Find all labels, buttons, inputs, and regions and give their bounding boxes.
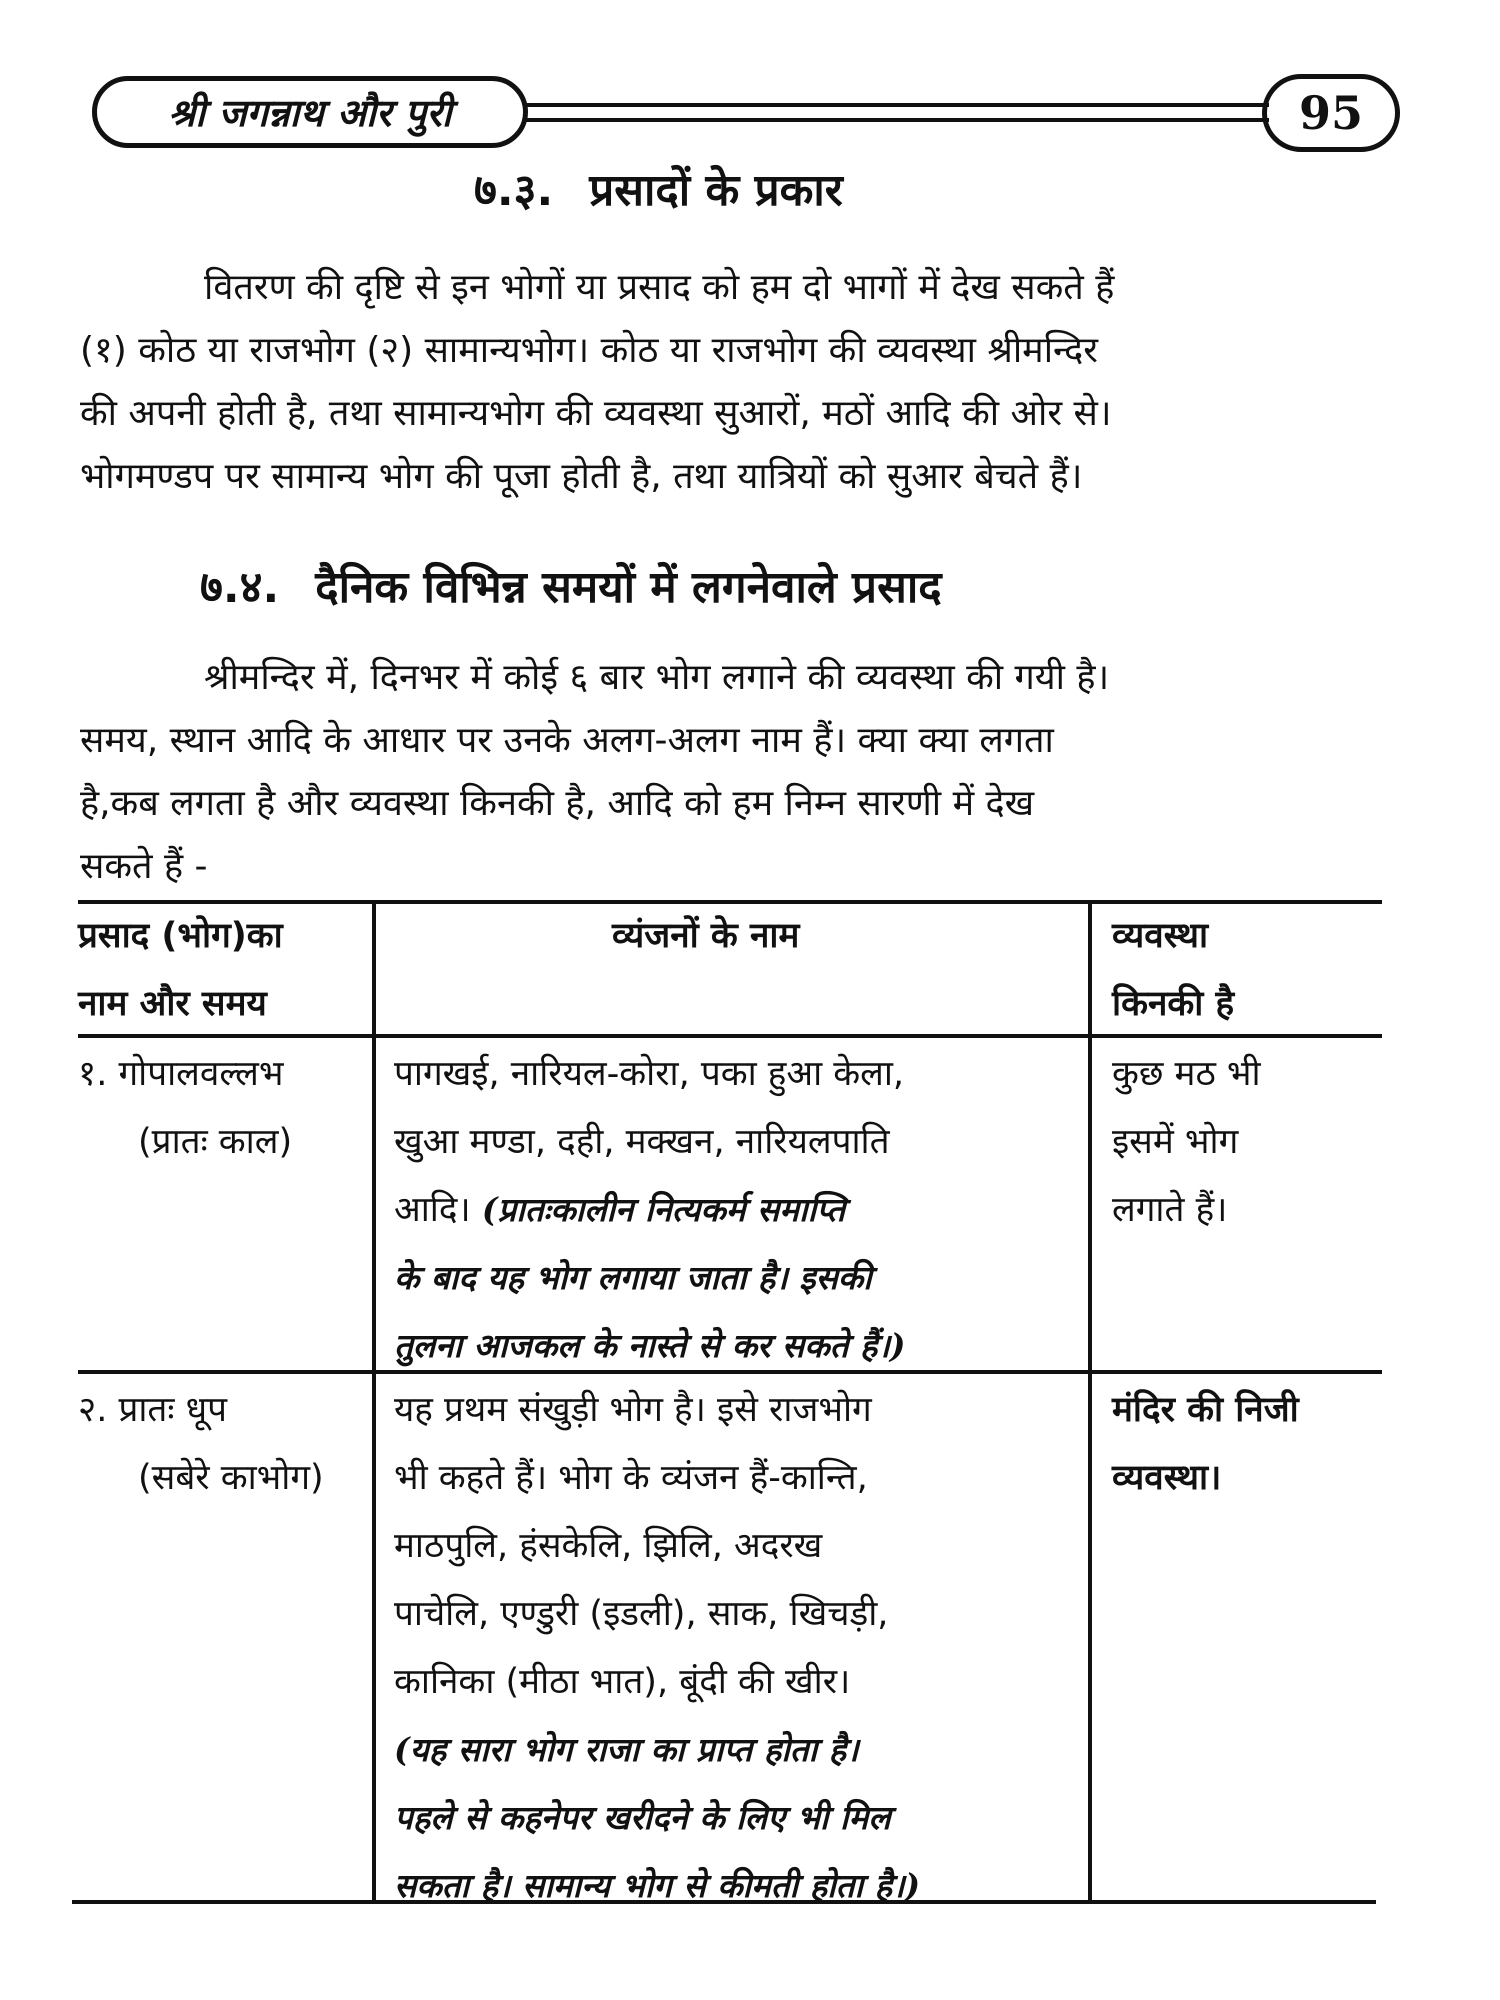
table-header-name: प्रसाद (भोग)का नाम और समय [78,916,283,1024]
paragraph-line: है,कब लगता है और व्यवस्था किनकी है, आदि को हम निम्न सारणी में देख [80,783,1035,824]
section-heading-7-3 [474,158,843,218]
running-title: श्री जगन्नाथ और पुरी [92,76,528,148]
table-rule [1088,900,1092,1904]
table-row-arrangement: मंदिर की निजी व्यवस्था। [1112,1390,1299,1498]
header-rule [524,103,1269,107]
section-number: ७.३. [474,165,554,216]
section-title: प्रसादों के प्रकार [589,165,843,216]
table-rule [372,900,376,1904]
paragraph-line: की अपनी होती है, तथा सामान्यभोग की व्यवस्था सुआरों, मठों आदि की ओर से। [80,393,1112,434]
table-row-name: १. गोपालवल्लभ (प्रातः काल) [78,1054,293,1162]
paragraph-line: वितरण की दृष्टि से इन भोगों या प्रसाद को हम दो भागों में देख सकते हैं [204,267,1115,308]
table-row-arrangement: कुछ मठ भी इसमें भोग लगाते हैं। [1112,1054,1261,1230]
section-number: ७.४. [200,562,280,613]
paragraph-line: समय, स्थान आदि के आधार पर उनके अलग-अलग नाम हैं। क्या क्या लगता [80,720,1054,761]
table-header-arrangement: व्यवस्था किनकी है [1112,916,1235,1024]
table-row-dishes: पागखई, नारियल-कोरा, पका हुआ केला, खुआ मण्डा, दही, मक्खन, नारियलपाति आदि। (प्रातःकालीन नित्यकर्म समाप्ति के बाद यह भोग लगाया जाता है। इसकी तुलना आजकल के नास्ते से कर सकते हैं।) [394,1054,906,1365]
section-heading-7-4 [200,555,942,615]
paragraph-line: श्रीमन्दिर में, दिनभर में कोई ६ बार भोग लगाने की व्यवस्था की गयी है। [204,657,1110,698]
table-header-dishes: व्यंजनों के नाम [612,916,800,956]
section-title: दैनिक विभिन्न समयों में लगनेवाले प्रसाद [315,562,942,613]
paragraph-7-4 [80,646,1410,898]
paragraph-line: (१) कोठ या राजभोग (२) सामान्यभोग। कोठ या राजभोग की व्यवस्था श्रीमन्दिर [80,330,1098,371]
header-rule [524,118,1269,122]
page-number: 95 [1262,74,1400,152]
table-row-dishes: यह प्रथम संखुड़ी भोग है। इसे राजभोग भी कहते हैं। भोग के व्यंजन हैं-कान्ति, माठपुलि, हंसकेलि, झिलि, अदरख पाचेलि, एण्डुरी (इडली), साक, खिचड़ी, कानिका (मीठा भात), बूंदी की खीर। (यह सारा भोग राजा का प्राप्त होता है। पहले से कहनेपर खरीदने के लिए भी मिल सकता है। सामान्य भोग से कीमती होता है।) [394,1390,921,1905]
paragraph-line: भोगमण्डप पर सामान्य भोग की पूजा होती है, तथा यात्रियों को सुआर बेचते हैं। [80,456,1083,497]
paragraph-7-3 [80,256,1410,508]
paragraph-line: सकते हैं - [80,846,208,887]
table-row-name: २. प्रातः धूप (सबेरे काभोग) [78,1390,324,1498]
